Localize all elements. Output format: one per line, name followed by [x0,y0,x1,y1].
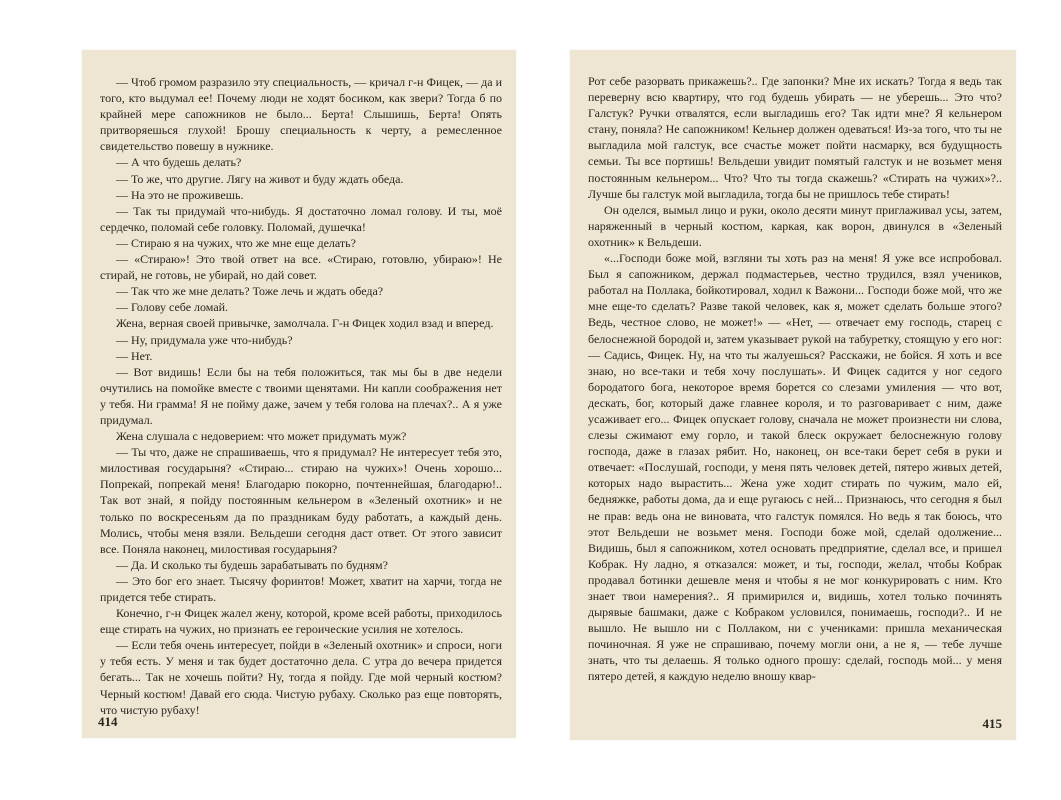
paragraph: — А что будешь делать? [116,155,242,170]
paragraph: — Да. И сколько ты будешь зарабатывать по будням? [116,557,388,572]
paragraph: — Так что же мне делать? Тоже лечь и ждать обеда? [116,284,384,299]
paragraph: — Чтоб громом разразило эту специальность, — кричал г-н Фицек, — да и того, кто выдумал ее! Почему люди не ходят босиком, как звери? Тогда б по крайней мере сапожников не было... Берта! Слышишь, Берта! Опять притворяешься глухой! Брошу специальность к черту, а ремесленное свидетельство повешу в нужнике. [100,75,502,154]
right-page-text [588,73,1002,685]
paragraph: — Если тебя очень интересует, пойди в «Зеленый охотник» и спроси, ноги у тебя есть. У меня и так будет достаточно дела. С утра до вечера придется бегать... Так не хочешь пойти? Ну, тогда я пойду. Где мой черный костюм? Черный костюм! Давай его сюда. Чистую рубаху. Сколько раз еще повторять, что чистую рубаху! [100,638,502,717]
paragraph: Жена слушала с недоверием: что может придумать муж? [116,429,407,444]
paragraph: — Ну, придумала уже что-нибудь? [116,332,293,347]
paragraph: — Вот видишь! Если бы на тебя положиться, так мы бы в две недели очутились на помойке вместе с твоими щенятами. Ни капли соображения нет у тебя. Ни грамма! Я не пойму даже, зачем у тебя голова на плечах?.. А я уже придумал. [100,364,502,427]
paragraph: — Это бог его знает. Тысячу форинтов! Может, хватит на харчи, тогда не придется тебе стирать. [100,573,502,604]
paragraph: — Стираю я на чужих, что же мне еще делать? [116,235,356,250]
paragraph: — Ты что, даже не спрашиваешь, что я придумал? Не интересует тебя это, милостивая государыня? «Стираю... стираю на чужих»! Очень хорошо... Попрекай, попрекай меня! Благодарю покорно, почтеннейшая, благодарю!.. Так вот знай, я пойду постоянным кельнером в «Зеленый охотник» и не только по воскресеньям да по праздникам буду работать, а каждый день. Молись, чтобы меня взяли. Вельдеши сегодня даст ответ. От этого зависит все. Поняла наконец, милостивая государыня? [100,445,502,556]
paragraph: — На это не проживешь. [116,187,244,202]
paragraph: «...Господи боже мой, взгляни ты хоть раз на меня! Я уже все испробовал. Был я сапожником, держал подмастерьев, честно трудился, взял учеников, работал на Поллака, бойкотировал, ходил к Важони... Господи боже мой, что же мне еще-то сделать? Разве такой человек, как я, может сделать больше этого? Ведь, честное слово, не может!» — «Нет, — отвечает ему господь, старец с белоснежной бородой и, затем указывает рукой на табуретку, стоящую у его ног: — Садись, Фицек. Ну, на что ты жалуешься? Расскажи, не бойся. Я хоть и все знаю, но все-таки и тебя хочу послушать». И Фицек садится у ног седого бородатого бога, некоторое время борется со слезами умиления — что вот, дескать, бог, который даже главнее короля, и то разговаривает с ним, даже усаживает его... Фицек опускает голову, сначала не может произнести ни слова, слезы сжимают ему горло, и такой блеск окружает белоснежную голову господа, даже в глазах рябит. Но, наконец, он все-таки берет себя в руки и отвечает: «Послушай, господи, у меня пять человек детей, пятеро живых детей, которых надо вырастить... Жена уже ходит стирать по чужим, мало ей, бедняжке, работы дома, да и еще ругаюсь с ней... Признаюсь, что сегодня я был не прав: ведь она не виновата, что галстук помялся. Но ведь я так боюсь, что этот Вельдеши не возьмет меня. Господи боже мой, сделай одолжение... Видишь, был я сапожником, хотел основать предприятие, сделал все, и пришел Кобрак. Ну ладно, я отказался: может, и ты, господи, желал, чтобы Кобрак продавал ботинки дешевле меня и чтобы я не мог конкурировать с ним. Кто знает твои намерения?.. Я примирился и, видишь, хотел только починять дырявые башмаки, даже с Кобраком условился, понимаешь, господи?.. И не вышло. Не вышло ни с Поллаком, ни с учениками: пришла механическая починочная. Я уже не спрашиваю, почему могли они, а не я, — тебе лучше знать, что ты делаешь. Я только одного прошу: сделай, господь мой... у меня пятеро детей, я каждую неделю вношу квар- [588,251,1002,684]
paragraph: — То же, что другие. Лягу на живот и буду ждать обеда. [116,171,404,186]
left-page [82,50,516,738]
page-number: 414 [98,714,118,729]
paragraph: — Нет. [116,348,153,363]
paragraph: Он оделся, вымыл лицо и руки, около десяти минут приглаживал усы, затем, наряженный в черный костюм, каркая, как ворон, двинулся в «Зеленый охотник» к Вельдеши. [588,202,1002,249]
paragraph: — Так ты придумай что-нибудь. Я достаточно ломал голову. И ты, моё сердечко, поломай себе головку. Поломай, душечка! [100,203,502,234]
left-page-text [100,74,502,718]
page-number: 415 [982,716,1002,731]
paragraph: — Голову себе ломай. [116,300,229,315]
paragraph: Рот себе разорвать прикажешь?.. Где запонки? Мне их искать? Тогда я ведь так переверну всю квартиру, что год будешь убирать — не уберешь... Это что? Галстук? Ручки отвалятся, если выгладишь его? Так идти мне? Я кельнером стану, поняла? Не сапожником! Кельнер должен одеваться! Из-за того, что ты не выгладила мой галстук, все счастье может пойти насмарку, вся будущность семьи. Ты все портишь! Вельдеши увидит помятый галстук и не возьмет меня постоянным кельнером... Что? Что ты тогда скажешь? «Стирать на чужих»?.. Лучше бы галстук мой выгладила, тогда бы не пришлось тебе стирать! [588,74,1002,201]
paragraph: Жена, верная своей привычке, замолчала. Г-н Фицек ходил взад и вперед. [116,316,494,331]
paragraph: Конечно, г-н Фицек жалел жену, которой, кроме всей работы, приходилось еще стирать на чужих, но признать ее героические усилия не хотелось. [100,606,502,637]
paragraph: — «Стираю»! Это твой ответ на все. «Стираю, готовлю, убираю»! Не стирай, не готовь, не убирай, но дай совет. [100,252,502,283]
right-page [570,50,1016,740]
